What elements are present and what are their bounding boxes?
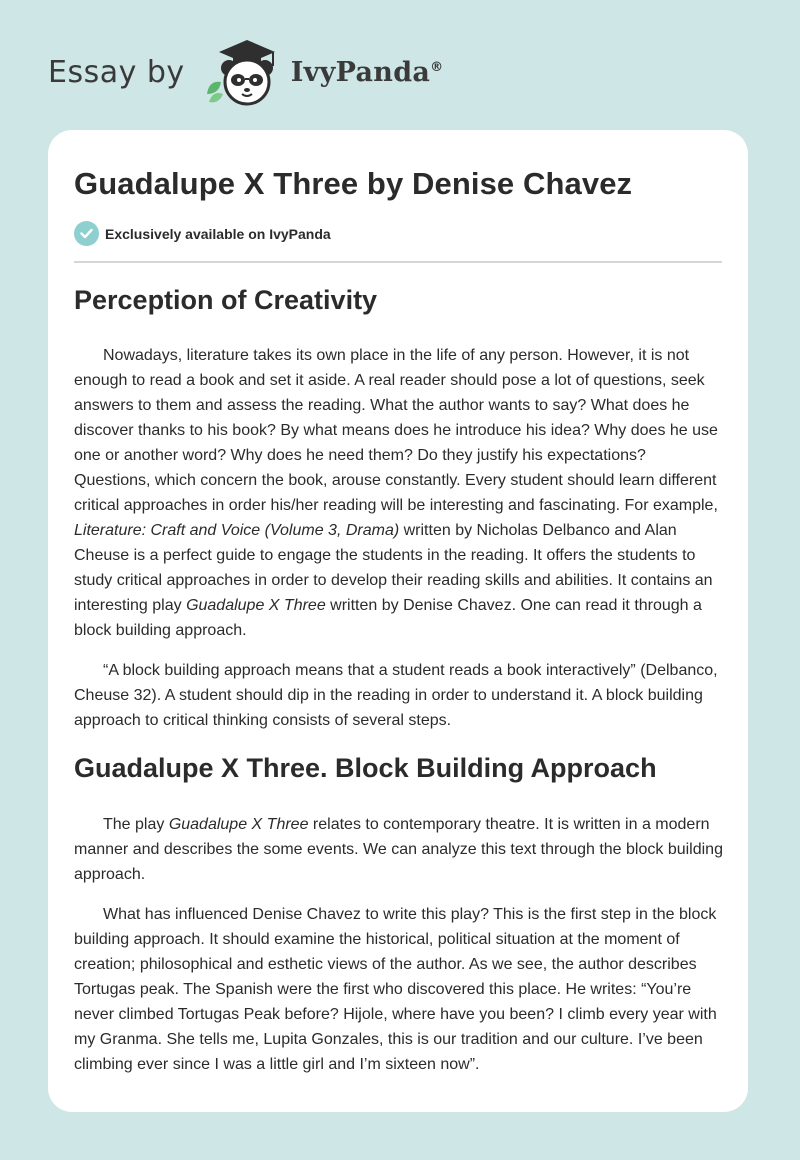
paragraph: Nowadays, literature takes its own place in the life of any person. However, it is not enough to read a book and set it aside. A real reader should pose a lot of questions, seek answers to them and assess the reading. What the author wants to say? What does he discover thanks to his book? By what means does he introduce his idea? Why does he use one or another word? Why does he need them? Do they justify his expectations? Questions, which concern the book, arouse constantly. Every student should learn different critical approaches in order his/her reading will be interesting and fascinating. For example, Literature: Craft and Voice (Volume 3, Drama) written by Nicholas Delbanco and Alan Cheuse is a perfect guide to engage the students in the reading. It offers the students to study critical approaches in order to develop their reading skills and abilities. It contains an interesting play Guadalupe X Three written by Denise Chavez. One can read it through a block building approach. [74,347,718,639]
play-title: Guadalupe X Three [168,816,309,833]
book-title: Literature: Craft and Voice (Volume 3, Drama) [74,522,400,539]
paragraph: What has influenced Denise Chavez to write this play? This is the first step in the block building approach. It should examine the historical, political situation at the moment of creation; philosophical and esthetic views of the author. As we see, the author describes Tortugas peak. The Spanish were the first who discovered this place. He writes: “You’re never climbed Tortugas Peak before? Hijole, where have you been? I climb every year with my Granma. She tells me, Lupita Gonzales, this is our tradition and our culture. I’ve been climbing ever since I was a little girl and I’m sixteen now”. [74,906,717,1073]
panda-logo-icon [199,36,287,108]
check-icon [74,221,99,246]
essay-card [48,130,748,1112]
paragraph: The play Guadalupe X Three relates to contemporary theatre. It is written in a modern manner and describes the some events. We can analyze this text through the block building approach. [74,816,723,883]
section-heading: Guadalupe X Three. Block Building Approach [74,753,657,783]
divider [74,261,722,263]
exclusive-badge [74,221,331,246]
brand-header [48,36,443,108]
page-title: Guadalupe X Three by Denise Chavez [74,166,633,201]
badge-text: Exclusively available on IvyPanda [105,225,331,242]
brand-name: IvyPanda® [290,56,444,88]
brand-prefix: Essay by [48,54,185,90]
play-title: Guadalupe X Three [186,597,326,614]
section-heading: Perception of Creativity [74,285,378,315]
paragraph: “A block building approach means that a student reads a book interactively” (Delbanco, Cheuse 32). A student should dip in the reading in order to understand it. A block building approach to critical thinking consists of several steps. [74,662,718,729]
